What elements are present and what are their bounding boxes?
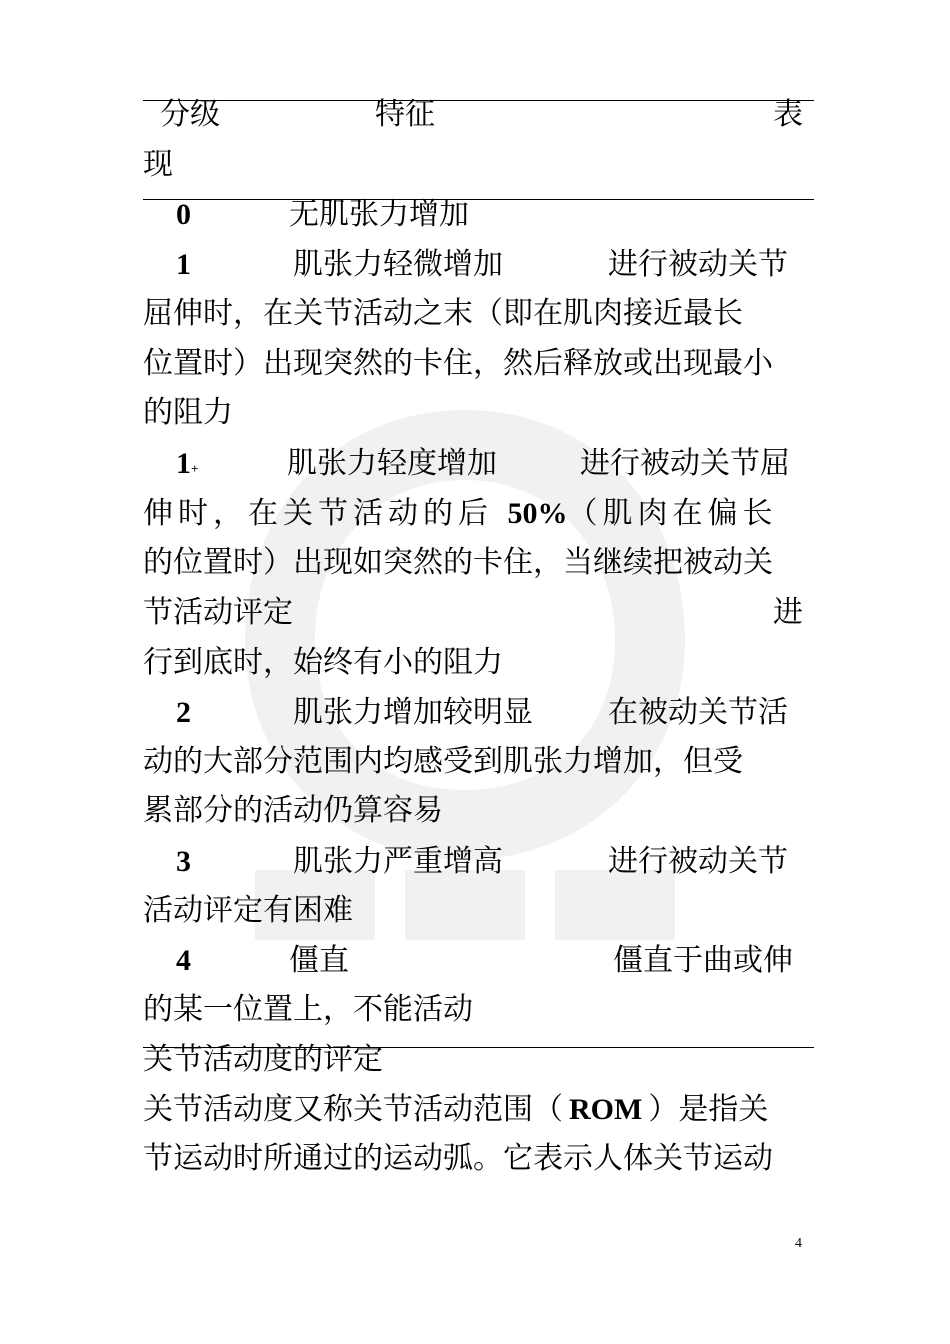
row-1-desc-line: 的阻力 [143, 395, 233, 430]
header-show-part1: 表 [773, 97, 803, 132]
row-1plus-grade-number: 1 [176, 447, 191, 480]
row-2-grade: 2 [176, 696, 191, 729]
row-1plus-desc-line5: 行到底时，始终有小的阻力 [143, 645, 503, 680]
row-1-desc-line: 屈伸时，在关节活动之末（即在肌肉接近最长 [143, 296, 743, 331]
row-3-desc-line: 活动评定有困难 [143, 893, 353, 928]
section-heading: 关节活动度的评定 [143, 1042, 383, 1077]
table-top-rule [143, 100, 814, 101]
table-header-rule [143, 199, 814, 200]
para-line1-post: ）是指关 [648, 1092, 769, 1127]
section-paragraph-line2: 节运动时所通过的运动弧。它表示人体关节运动 [143, 1141, 773, 1176]
row-1-feature: 肌张力轻微增加 [293, 247, 503, 282]
row-3-feature: 肌张力严重增高 [293, 844, 503, 879]
header-grade: 分级 [160, 97, 220, 132]
row-1-desc-line: 位置时）出现突然的卡住，然后释放或出现最小 [143, 346, 773, 381]
row-1plus-desc-line2-post: （肌肉在偏长 [567, 496, 778, 531]
row-1plus-feature: 肌张力轻度增加 [287, 446, 497, 481]
row-1plus-desc-line3: 的位置时）出现如突然的卡住，当继续把被动关 [143, 545, 773, 580]
row-1plus-desc-line2-pct: 50% [507, 497, 568, 530]
header-show-part2: 现 [143, 147, 173, 182]
section-paragraph-line1 [143, 1090, 803, 1130]
row-1plus-desc-line2 [143, 494, 803, 534]
page-number: 4 [795, 1236, 802, 1251]
row-1plus-desc-start: 进行被动关节屈 [580, 446, 790, 481]
row-1plus-grade-plus: + [191, 461, 199, 476]
row-4-desc-start: 僵直于曲或伸 [613, 943, 793, 978]
row-1-grade: 1 [176, 248, 191, 281]
row-0-grade: 0 [176, 198, 191, 231]
row-3-desc-start: 进行被动关节 [608, 844, 788, 879]
header-feature: 特征 [375, 97, 435, 132]
row-2-desc-line: 累部分的活动仍算容易 [143, 793, 443, 828]
row-2-desc-start: 在被动关节活 [608, 695, 788, 730]
para-line1-pre: 关节活动度又称关节活动范围（ [143, 1092, 563, 1127]
row-1plus-grade [176, 444, 198, 489]
row-1plus-desc-line4-right: 进 [773, 595, 803, 630]
row-1-desc-start: 进行被动关节 [608, 247, 788, 282]
row-4-feature: 僵直 [289, 943, 349, 978]
row-1plus-desc-line4-left: 节活动评定 [143, 595, 293, 630]
row-1plus-desc-line2-pre: 伸时，在关节活动的后 [143, 496, 493, 531]
row-4-grade: 4 [176, 944, 191, 977]
para-line1-abbr: ROM [569, 1093, 643, 1126]
row-4-desc-line: 的某一位置上，不能活动 [143, 992, 473, 1027]
row-0-feature: 无肌张力增加 [289, 197, 469, 232]
row-2-feature: 肌张力增加较明显 [293, 695, 533, 730]
row-2-desc-line: 动的大部分范围内均感受到肌张力增加，但受 [143, 744, 743, 779]
row-3-grade: 3 [176, 845, 191, 878]
